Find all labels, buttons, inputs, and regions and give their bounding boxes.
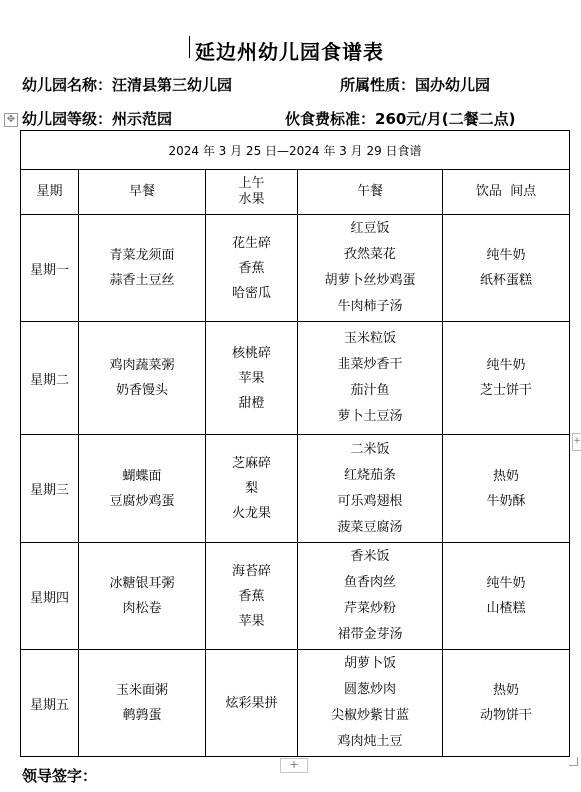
breakfast-item: 青菜龙须面 (109, 248, 175, 263)
breakfast-cell[interactable] (79, 650, 206, 757)
day-cell[interactable]: 星期一 (21, 215, 79, 322)
snack-item: 山楂糕 (486, 601, 526, 616)
breakfast-item: 鸡肉蔬菜粥 (109, 358, 175, 373)
lunch-item: 鸡肉炖土豆 (337, 734, 403, 749)
date-range[interactable]: 2024 年 3 月 25 日—2024 年 3 月 29 日食谱 (21, 131, 570, 170)
lunch-cell[interactable] (298, 322, 443, 435)
breakfast-item: 鹌鹑蛋 (122, 708, 162, 723)
lunch-item: 茄汁鱼 (350, 383, 390, 398)
breakfast-cell[interactable] (79, 322, 206, 435)
menu-table (20, 130, 570, 757)
breakfast-cell[interactable] (79, 435, 206, 543)
day-cell[interactable]: 星期三 (21, 435, 79, 543)
header-morning-fruit-line2: 水果 (238, 192, 265, 207)
snack-item: 热奶 (493, 468, 520, 484)
date-range-row (21, 131, 570, 170)
lunch-item: 韭菜炒香干 (337, 357, 403, 372)
kindergarten-name: 幼儿园名称：汪清县第三幼儿园 (22, 76, 233, 94)
fruit-item: 海苔碎 (231, 563, 271, 579)
breakfast-item: 豆腐炒鸡蛋 (109, 493, 175, 509)
snack-item: 热奶 (493, 683, 520, 698)
day-cell[interactable]: 星期五 (21, 650, 79, 757)
table-row (21, 322, 570, 435)
lunch-item: 菠菜豆腐汤 (337, 519, 403, 535)
fruit-item: 哈密瓜 (231, 285, 271, 301)
fruit-cell[interactable] (206, 543, 298, 650)
lunch-item: 红豆饭 (350, 221, 390, 236)
fruit-item: 芝麻碎 (231, 456, 271, 471)
fruit-item: 香蕉 (238, 588, 265, 604)
header-morning-fruit[interactable] (206, 170, 298, 215)
lunch-item: 芹菜炒粉 (343, 601, 396, 616)
table-row (21, 650, 570, 757)
table-row (21, 215, 570, 322)
snack-item: 纯牛奶 (486, 248, 526, 263)
breakfast-item: 冰糖银耳粥 (109, 576, 175, 591)
table-resize-handle[interactable] (569, 757, 578, 766)
kindergarten-level: 幼儿园等级：州示范园 (22, 110, 173, 128)
header-breakfast[interactable]: 早餐 (79, 170, 206, 215)
breakfast-item: 蝴蝶面 (122, 468, 162, 484)
snack-item: 动物饼干 (480, 708, 533, 723)
lunch-item: 二米饭 (350, 441, 390, 457)
snack-cell[interactable] (443, 215, 570, 322)
breakfast-item: 肉松卷 (122, 601, 162, 616)
snack-item: 纸杯蛋糕 (480, 273, 533, 288)
breakfast-item: 蒜香土豆丝 (109, 273, 175, 288)
fruit-cell[interactable] (206, 435, 298, 543)
lunch-item: 裙带金芽汤 (337, 627, 403, 642)
header-drinks-snacks[interactable]: 饮品 间点 (443, 170, 570, 215)
lunch-item: 鱼香肉丝 (343, 575, 396, 590)
lunch-item: 可乐鸡翅根 (337, 493, 403, 509)
header-day[interactable]: 星期 (21, 170, 79, 215)
fruit-item: 花生碎 (231, 235, 271, 251)
header-morning-fruit-line1: 上午 (238, 176, 265, 191)
lunch-item: 红烧茄条 (343, 467, 396, 483)
table-row (21, 543, 570, 650)
breakfast-item: 玉米面粥 (115, 683, 168, 698)
snack-cell[interactable] (443, 650, 570, 757)
snack-item: 纯牛奶 (486, 358, 526, 373)
fruit-item: 火龙果 (231, 506, 271, 521)
lunch-item: 孜然菜花 (343, 247, 396, 262)
add-row-plus-icon[interactable]: + (280, 758, 308, 773)
breakfast-item: 奶香馒头 (115, 383, 168, 398)
signature-label: 领导签字： (22, 767, 98, 785)
snack-cell[interactable] (443, 543, 570, 650)
lunch-item: 胡萝卜饭 (343, 656, 396, 671)
lunch-cell[interactable] (298, 435, 443, 543)
table-move-handle-icon[interactable]: ✥ (4, 113, 18, 127)
day-cell[interactable]: 星期四 (21, 543, 79, 650)
snack-item: 牛奶酥 (486, 493, 526, 509)
meal-fee-standard: 伙食费标准：260元/月(二餐二点) (285, 110, 516, 128)
lunch-cell[interactable] (298, 543, 443, 650)
snack-cell[interactable] (443, 322, 570, 435)
lunch-item: 圆葱炒肉 (343, 682, 396, 697)
snack-item: 芝士饼干 (480, 383, 533, 398)
fruit-cell[interactable] (206, 650, 298, 757)
fruit-item: 苹果 (238, 613, 265, 629)
lunch-cell[interactable] (298, 215, 443, 322)
lunch-item: 尖椒炒紫甘蓝 (330, 708, 409, 723)
fruit-item: 核桃碎 (231, 345, 271, 361)
day-cell[interactable]: 星期二 (21, 322, 79, 435)
fruit-item: 炫彩果拼 (225, 695, 278, 711)
kindergarten-nature: 所属性质：国办幼儿园 (340, 76, 491, 94)
fruit-cell[interactable] (206, 215, 298, 322)
lunch-item: 萝卜土豆汤 (337, 409, 403, 424)
lunch-item: 香米饭 (350, 549, 390, 564)
snack-item: 纯牛奶 (486, 576, 526, 591)
header-row (21, 170, 570, 215)
header-lunch[interactable]: 午餐 (298, 170, 443, 215)
lunch-item: 牛肉柿子汤 (337, 299, 403, 314)
fruit-cell[interactable] (206, 322, 298, 435)
fruit-item: 苹果 (238, 370, 265, 386)
lunch-cell[interactable] (298, 650, 443, 757)
fruit-item: 梨 (244, 481, 258, 496)
breakfast-cell[interactable] (79, 543, 206, 650)
fruit-item: 香蕉 (238, 260, 265, 276)
table-row (21, 435, 570, 543)
lunch-item: 玉米粒饭 (343, 331, 396, 346)
snack-cell[interactable] (443, 435, 570, 543)
side-plus-icon[interactable]: + (572, 433, 581, 451)
fruit-item: 甜橙 (238, 395, 265, 411)
lunch-item: 胡萝卜丝炒鸡蛋 (324, 273, 416, 288)
breakfast-cell[interactable] (79, 215, 206, 322)
page-title: 延边州幼儿园食谱表 (195, 40, 384, 64)
